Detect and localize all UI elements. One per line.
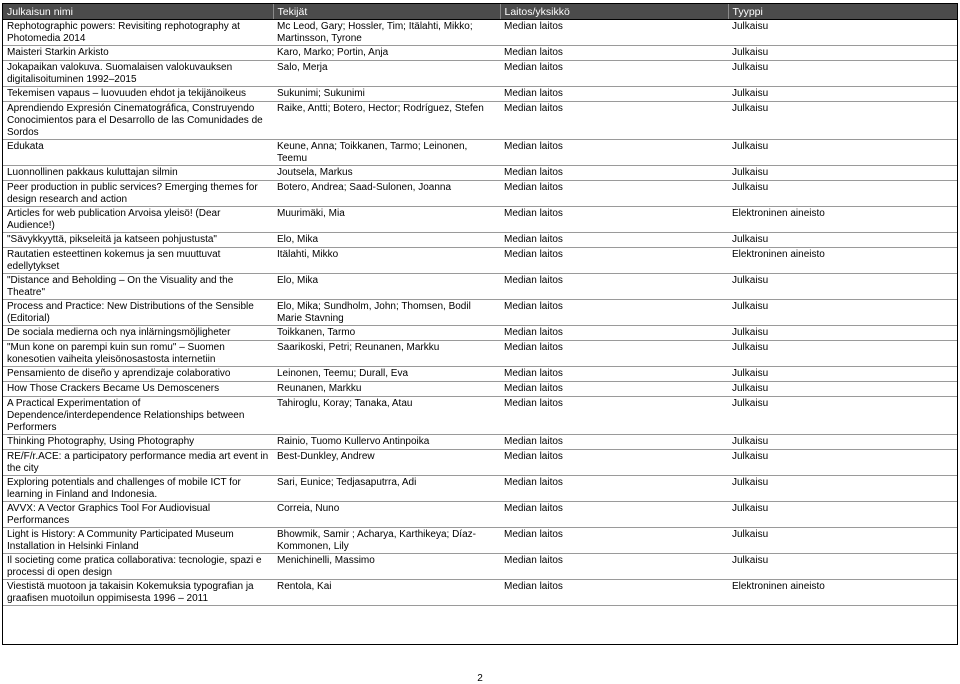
publication-title-cell: Process and Practice: New Distributions of the Sensible (Editorial) [3,300,273,326]
department-cell: Median laitos [500,46,728,61]
column-header-authors[interactable]: Tekijät [273,4,500,20]
table-row[interactable] [3,46,957,61]
type-cell: Julkaisu [728,166,957,181]
authors-cell: Muurimäki, Mia [273,207,500,233]
department-cell: Median laitos [500,554,728,580]
table-row[interactable] [3,20,957,46]
department-cell: Median laitos [500,435,728,450]
publication-title-cell: Light is History: A Community Participated Museum Installation in Helsinki Finland [3,528,273,554]
authors-cell: Salo, Merja [273,61,500,87]
publication-title-cell: "Distance and Beholding – On the Visuality and the Theatre" [3,274,273,300]
table-row[interactable] [3,87,957,102]
authors-cell: Elo, Mika [273,233,500,248]
authors-cell: Tahiroglu, Koray; Tanaka, Atau [273,397,500,435]
publication-title-cell: "Mun kone on parempi kuin sun romu" – Suomen konesotien vaiheita yleisönosastosta internetiin [3,341,273,367]
type-cell: Elektroninen aineisto [728,207,957,233]
authors-cell: Leinonen, Teemu; Durall, Eva [273,367,500,382]
authors-cell: Karo, Marko; Portin, Anja [273,46,500,61]
table-row[interactable] [3,397,957,435]
type-cell: Julkaisu [728,476,957,502]
table-row[interactable] [3,367,957,382]
type-cell: Julkaisu [728,502,957,528]
publication-title-cell: Rephotographic powers: Revisiting rephotography at Photomedia 2014 [3,20,273,46]
department-cell: Median laitos [500,181,728,207]
type-cell: Julkaisu [728,102,957,140]
type-cell: Julkaisu [728,140,957,166]
type-cell: Julkaisu [728,382,957,397]
type-cell: Julkaisu [728,435,957,450]
table-row[interactable] [3,166,957,181]
authors-cell: Menichinelli, Massimo [273,554,500,580]
department-cell: Median laitos [500,300,728,326]
department-cell: Median laitos [500,367,728,382]
type-cell: Julkaisu [728,367,957,382]
publication-title-cell: Aprendiendo Expresión Cinematográfica, Construyendo Conocimientos para el Desarrollo de las Comunidades de Sordos [3,102,273,140]
publication-title-cell: AVVX: A Vector Graphics Tool For Audiovisual Performances [3,502,273,528]
publication-title-cell: Tekemisen vapaus – luovuuden ehdot ja tekijänoikeus [3,87,273,102]
department-cell: Median laitos [500,397,728,435]
table-row[interactable] [3,528,957,554]
table-header-row [3,4,957,20]
publication-title-cell: Il societing come pratica collaborativa: tecnologie, spazi e processi di open design [3,554,273,580]
authors-cell: Rainio, Tuomo Kullervo Antinpoika [273,435,500,450]
table-row[interactable] [3,554,957,580]
authors-cell: Toikkanen, Tarmo [273,326,500,341]
publication-title-cell: How Those Crackers Became Us Demosceners [3,382,273,397]
publication-title-cell: Peer production in public services? Emerging themes for design research and action [3,181,273,207]
publication-title-cell: Pensamiento de diseño y aprendizaje colaborativo [3,367,273,382]
type-cell: Julkaisu [728,87,957,102]
department-cell: Median laitos [500,326,728,341]
authors-cell: Bhowmik, Samir ; Acharya, Karthikeya; Díaz-Kommonen, Lily [273,528,500,554]
table-row[interactable] [3,435,957,450]
table-row[interactable] [3,274,957,300]
department-cell: Median laitos [500,341,728,367]
type-cell: Julkaisu [728,397,957,435]
table-row[interactable] [3,450,957,476]
publication-table-frame [2,3,958,645]
type-cell: Elektroninen aineisto [728,580,957,606]
department-cell: Median laitos [500,580,728,606]
authors-cell: Rentola, Kai [273,580,500,606]
table-row[interactable] [3,181,957,207]
department-cell: Median laitos [500,382,728,397]
table-row[interactable] [3,300,957,326]
table-row[interactable] [3,326,957,341]
authors-cell: Sukunimi; Sukunimi [273,87,500,102]
department-cell: Median laitos [500,248,728,274]
authors-cell: Saarikoski, Petri; Reunanen, Markku [273,341,500,367]
type-cell: Julkaisu [728,274,957,300]
publication-title-cell: De sociala medierna och nya inlärningsmöjligheter [3,326,273,341]
department-cell: Median laitos [500,20,728,46]
publication-table [3,4,957,606]
department-cell: Median laitos [500,102,728,140]
authors-cell: Raike, Antti; Botero, Hector; Rodríguez, Stefen [273,102,500,140]
authors-cell: Best-Dunkley, Andrew [273,450,500,476]
type-cell: Julkaisu [728,233,957,248]
authors-cell: Elo, Mika; Sundholm, John; Thomsen, Bodil Marie Stavning [273,300,500,326]
authors-cell: Mc Leod, Gary; Hossler, Tim; Itälahti, Mikko; Martinsson, Tyrone [273,20,500,46]
department-cell: Median laitos [500,502,728,528]
publication-title-cell: RE/F/r.ACE: a participatory performance media art event in the city [3,450,273,476]
authors-cell: Correia, Nuno [273,502,500,528]
authors-cell: Elo, Mika [273,274,500,300]
publication-title-cell: Edukata [3,140,273,166]
authors-cell: Keune, Anna; Toikkanen, Tarmo; Leinonen, Teemu [273,140,500,166]
type-cell: Julkaisu [728,326,957,341]
type-cell: Elektroninen aineisto [728,248,957,274]
type-cell: Julkaisu [728,528,957,554]
table-row[interactable] [3,233,957,248]
department-cell: Median laitos [500,233,728,248]
department-cell: Median laitos [500,207,728,233]
table-row[interactable] [3,502,957,528]
department-cell: Median laitos [500,87,728,102]
table-row[interactable] [3,207,957,233]
authors-cell: Reunanen, Markku [273,382,500,397]
table-row[interactable] [3,476,957,502]
type-cell: Julkaisu [728,20,957,46]
column-header-department[interactable]: Laitos/yksikkö [500,4,728,20]
column-header-type[interactable]: Tyyppi [728,4,957,20]
publication-title-cell: Viestistä muotoon ja takaisin Kokemuksia typografian ja graafisen muotoilun oppimisesta 1996 – 2011 [3,580,273,606]
authors-cell: Joutsela, Markus [273,166,500,181]
publication-title-cell: Maisteri Starkin Arkisto [3,46,273,61]
table-row[interactable] [3,102,957,140]
type-cell: Julkaisu [728,341,957,367]
publication-title-cell: "Sävykkyyttä, pikseleitä ja katseen pohjustusta" [3,233,273,248]
publication-title-cell: A Practical Experimentation of Dependence/interdependence Relationships between Performers [3,397,273,435]
publication-title-cell: Jokapaikan valokuva. Suomalaisen valokuvauksen digitalisoituminen 1992–2015 [3,61,273,87]
department-cell: Median laitos [500,476,728,502]
type-cell: Julkaisu [728,300,957,326]
publication-title-cell: Luonnollinen pakkaus kuluttajan silmin [3,166,273,181]
department-cell: Median laitos [500,166,728,181]
authors-cell: Botero, Andrea; Saad-Sulonen, Joanna [273,181,500,207]
department-cell: Median laitos [500,140,728,166]
table-row[interactable] [3,382,957,397]
page-number: 2 [477,673,483,684]
publication-title-cell: Articles for web publication Arvoisa yleisö! (Dear Audience!) [3,207,273,233]
table-row[interactable] [3,61,957,87]
type-cell: Julkaisu [728,450,957,476]
table-row[interactable] [3,248,957,274]
type-cell: Julkaisu [728,46,957,61]
department-cell: Median laitos [500,61,728,87]
department-cell: Median laitos [500,274,728,300]
authors-cell: Sari, Eunice; Tedjasaputrra, Adi [273,476,500,502]
department-cell: Median laitos [500,450,728,476]
table-row[interactable] [3,580,957,606]
table-row[interactable] [3,140,957,166]
publication-title-cell: Thinking Photography, Using Photography [3,435,273,450]
publication-title-cell: Rautatien esteettinen kokemus ja sen muuttuvat edellytykset [3,248,273,274]
type-cell: Julkaisu [728,554,957,580]
type-cell: Julkaisu [728,61,957,87]
authors-cell: Itälahti, Mikko [273,248,500,274]
column-header-title[interactable]: Julkaisun nimi [3,4,273,20]
publication-title-cell: Exploring potentials and challenges of mobile ICT for learning in Finland and Indonesia. [3,476,273,502]
type-cell: Julkaisu [728,181,957,207]
table-row[interactable] [3,341,957,367]
department-cell: Median laitos [500,528,728,554]
